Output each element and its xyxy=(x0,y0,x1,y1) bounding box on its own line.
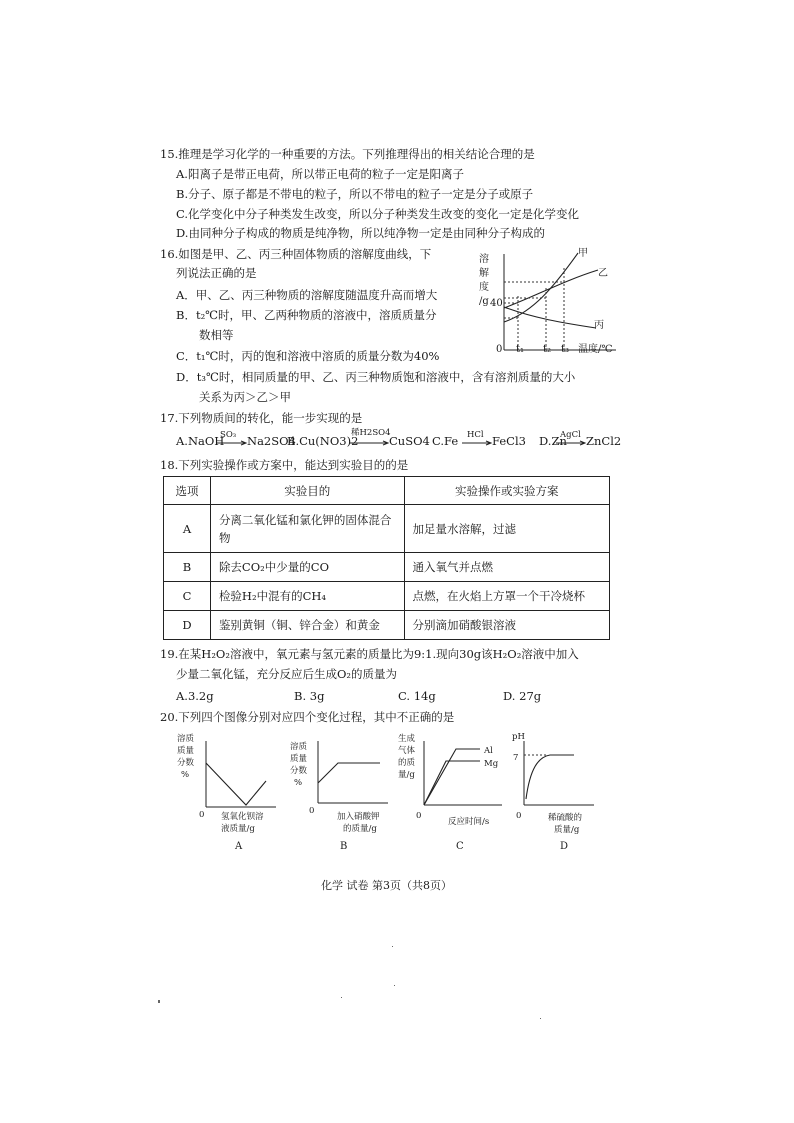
curve-yi xyxy=(504,270,598,308)
graph-c-xlabel: 反应时间/s xyxy=(448,817,490,827)
solubility-xlabel: 温度/℃ xyxy=(578,344,613,355)
q17-c-arrow xyxy=(462,441,492,447)
q20-stem: 20.下列四个图像分别对应四个变化过程，其中不正确的是 xyxy=(160,710,455,724)
graph-c-ylabel-3: 的质 xyxy=(398,758,416,768)
solubility-ylabel-3: 度 xyxy=(479,282,489,293)
curve-al xyxy=(424,749,480,805)
q19-option-b: B. 3g xyxy=(294,689,325,703)
graph-a-ylabel-3: 分数 xyxy=(177,758,195,768)
graph-a-xlabel-1: 氢氧化钡溶 xyxy=(221,812,264,822)
q17-d-left: D.Zn xyxy=(539,434,567,448)
solubility-t3: t₃ xyxy=(561,344,570,355)
graph-a-ylabel-2: 质量 xyxy=(177,746,195,756)
page-footer: 化学 试卷 第3页（共8页） xyxy=(321,879,452,892)
q17-d-arrow xyxy=(556,441,586,447)
header-method: 实验操作或实验方案 xyxy=(404,477,610,505)
graph-b-ylabel-1: 溶质 xyxy=(290,742,308,752)
cell-option: B xyxy=(164,553,211,582)
q16-option-d-line1: D．t₃℃时，相同质量的甲、乙、丙三种物质饱和溶液中，含有溶剂质量的大小 xyxy=(176,370,576,384)
cell-method: 通入氧气并点燃 xyxy=(404,553,610,582)
q19-option-a: A.3.2g xyxy=(176,689,214,703)
graph-c-ylabel-2: 气体 xyxy=(398,746,416,756)
graph-c-series-al: Al xyxy=(484,746,493,756)
graph-b-xlabel-2: 的质量/g xyxy=(343,824,377,834)
q19-stem-line1: 19.在某H₂O₂溶液中，氧元素与氢元素的质量比为9:1.现向30g该H₂O₂溶液中加入 xyxy=(160,647,579,661)
curve-label-bing: 丙 xyxy=(594,320,604,331)
scan-speck xyxy=(394,985,395,986)
curve-mg xyxy=(424,761,480,805)
q16-option-a: A．甲、乙、丙三种物质的溶解度随温度升高而增大 xyxy=(176,288,438,302)
graph-a-xlabel-2: 液质量/g xyxy=(221,824,255,834)
q17-d-right: ZnCl2 xyxy=(586,434,622,448)
q19-stem-line2: 少量二氧化锰，充分反应后生成O₂的质量为 xyxy=(176,667,398,681)
q17-b-arrow xyxy=(349,441,389,447)
graph-b-xlabel-1: 加入硝酸钾 xyxy=(337,812,380,822)
graph-c-ylabel-1: 生成 xyxy=(398,734,416,744)
q17-b-right: CuSO4 xyxy=(389,434,430,448)
q15-option-b: B.分子、原子都是不带电的粒子，所以不带电的粒子一定是分子或原子 xyxy=(176,187,534,201)
q16-option-d-line2: 关系为丙＞乙＞甲 xyxy=(199,390,291,404)
q16-stem-line2: 列说法正确的是 xyxy=(176,266,257,280)
table-row xyxy=(164,553,610,582)
solubility-ylabel-2: 解 xyxy=(479,268,489,279)
graph-d-xlabel-2: 质量/g xyxy=(554,825,580,835)
scan-speck xyxy=(341,997,342,998)
graph-d xyxy=(518,735,598,815)
graph-d-y7: 7 xyxy=(513,753,519,763)
graph-c-ylabel-4: 量/g xyxy=(398,770,415,780)
q15-stem: 15.推理是学习化学的一种重要的方法。下列推理得出的相关结论合理的是 xyxy=(160,147,535,161)
graph-c-letter: C xyxy=(456,841,464,852)
q17-d-reagent: AgCl xyxy=(560,430,581,440)
q17-a-right: Na2SO4 xyxy=(247,434,296,448)
graph-b-ylabel-2: 质量 xyxy=(290,754,308,764)
q15-option-a: A.阳离子是带正电荷，所以带正电荷的粒子一定是阳离子 xyxy=(176,167,464,181)
solubility-origin: 0 xyxy=(496,344,503,355)
graph-d-xlabel-1: 稀硫酸的 xyxy=(548,813,583,823)
q17-b-left: B.Cu(NO3)2 xyxy=(287,434,359,448)
graph-b-origin: 0 xyxy=(309,806,315,816)
scan-speck xyxy=(158,1000,160,1003)
q16-option-b-line2: 数相等 xyxy=(199,328,234,342)
q18-stem: 18.下列实验操作或方案中，能达到实验目的的是 xyxy=(160,458,409,472)
cell-purpose: 检验H₂中混有的CH₄ xyxy=(210,582,404,611)
cell-option: D xyxy=(164,611,211,640)
q19-option-d: D. 27g xyxy=(503,689,542,703)
cell-purpose: 分离二氧化锰和氯化钾的固体混合物 xyxy=(210,505,404,553)
header-purpose: 实验目的 xyxy=(210,477,404,505)
cell-purpose: 除去CO₂中少量的CO xyxy=(210,553,404,582)
solubility-ylabel-4: /g xyxy=(479,296,489,307)
cell-method: 分别滴加硝酸银溶液 xyxy=(404,611,610,640)
graph-a-origin: 0 xyxy=(199,810,205,820)
graph-b-ylabel-3: 分数 xyxy=(290,766,308,776)
graph-a xyxy=(200,735,280,815)
q17-stem: 17.下列物质间的转化，能一步实现的是 xyxy=(160,411,363,425)
table-row xyxy=(164,505,610,553)
cell-option: A xyxy=(164,505,211,553)
graph-d-origin: 0 xyxy=(516,811,522,821)
graph-d-letter: D xyxy=(560,841,569,852)
table-row xyxy=(164,582,610,611)
q17-c-left: C.Fe xyxy=(432,434,459,448)
scan-speck xyxy=(392,946,393,947)
q15-option-d: D.由同种分子构成的物质是纯净物，所以纯净物一定是由同种分子构成的 xyxy=(176,226,545,240)
graph-c xyxy=(418,735,508,815)
solubility-t2: t₂ xyxy=(543,344,552,355)
graph-a-ylabel-1: 溶质 xyxy=(177,734,195,744)
header-option: 选项 xyxy=(164,477,211,505)
curve xyxy=(206,763,266,805)
q16-option-b-line1: B．t₂℃时，甲、乙两种物质的溶液中，溶质质量分 xyxy=(176,308,437,322)
q16-option-c: C．t₁℃时，丙的饱和溶液中溶质的质量分数为40% xyxy=(176,349,440,363)
graph-d-ylabel: pH xyxy=(512,732,525,742)
curve-label-yi: 乙 xyxy=(598,268,608,279)
q19-option-c: C. 14g xyxy=(398,689,436,703)
graph-b-letter: B xyxy=(340,841,348,852)
graph-b xyxy=(312,735,392,815)
q17-c-right: FeCl3 xyxy=(492,434,526,448)
curve-label-jia: 甲 xyxy=(578,248,588,259)
curve xyxy=(526,755,574,799)
q17-b-reagent: 稀H2SO4 xyxy=(351,428,391,438)
cell-purpose: 鉴别黄铜（铜、锌合金）和黄金 xyxy=(210,611,404,640)
curve xyxy=(318,763,380,783)
graph-c-series-mg: Mg xyxy=(484,759,499,769)
graph-c-origin: 0 xyxy=(416,811,422,821)
graph-a-ylabel-4: % xyxy=(181,770,190,780)
table-row xyxy=(164,611,610,640)
graph-a-letter: A xyxy=(235,841,243,852)
solubility-t1: t₁ xyxy=(516,344,525,355)
q17-a-arrow xyxy=(217,441,247,447)
scan-speck xyxy=(540,1018,541,1019)
q18-table xyxy=(163,476,610,640)
cell-option: C xyxy=(164,582,211,611)
table-header-row xyxy=(164,477,610,505)
solubility-y40: 40 xyxy=(490,298,503,309)
solubility-ylabel-1: 溶 xyxy=(479,254,489,265)
curve-jia xyxy=(504,253,578,322)
q15-option-c: C.化学变化中分子种类发生改变，所以分子种类发生改变的变化一定是化学变化 xyxy=(176,207,580,221)
graph-b-ylabel-4: % xyxy=(294,778,303,788)
q16-stem-line1: 16.如图是甲、乙、丙三种固体物质的溶解度曲线，下 xyxy=(160,247,432,261)
cell-method: 点燃，在火焰上方罩一个干冷烧杯 xyxy=(404,582,610,611)
cell-method: 加足量水溶解，过滤 xyxy=(404,505,610,553)
q17-c-reagent: HCl xyxy=(467,430,484,440)
q17-a-reagent: SO₃ xyxy=(220,430,237,440)
q17-a-left: A.NaOH xyxy=(176,434,225,448)
